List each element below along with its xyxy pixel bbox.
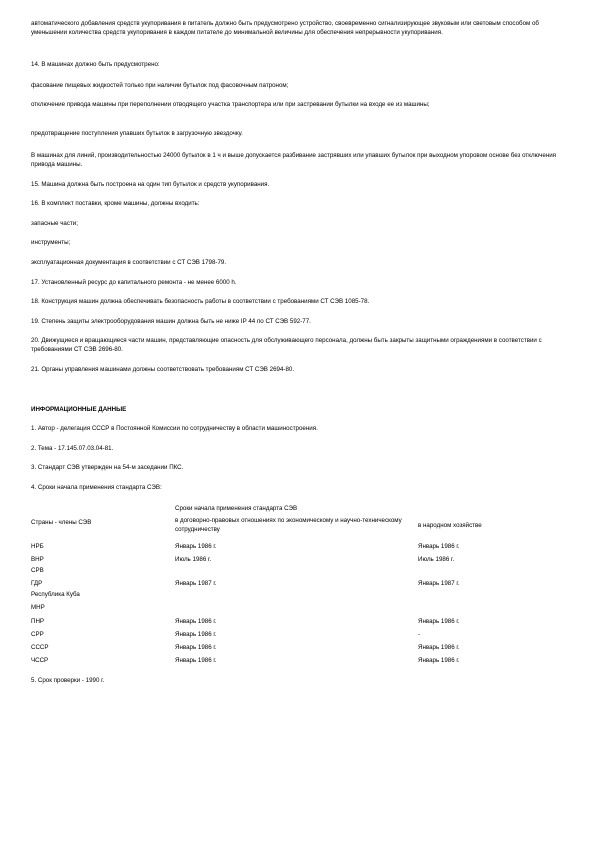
- table-cell-contract: Январь 1987 г.: [175, 580, 217, 587]
- paragraph-21: 21. Органы управления машинами должны соответствовать требованиям СТ СЭВ 2694-80.: [31, 366, 295, 373]
- info-heading: ИНФОРМАЦИОННЫЕ ДАННЫЕ: [31, 406, 127, 413]
- table-header-contract: в договорно-правовых отношениях по экономическому и научно-техническому сотрудничеству: [175, 517, 402, 533]
- table-cell-economy: Январь 1987 г.: [418, 580, 460, 587]
- table-group-header: Сроки начала применения стандарта СЭВ: [175, 505, 298, 512]
- info-item-3: 3. Стандарт СЭВ утвержден на 54-м заседании ПКС.: [31, 464, 184, 471]
- paragraph-14-a: фасование пищевых жидкостей только при наличии бутылок под фасовочным патроном;: [31, 82, 289, 89]
- table-cell-country: СРВ: [31, 567, 44, 574]
- paragraph-18: 18. Конструкция машин должна обеспечивать безопасность работы в соответствии с требованиями СТ СЭВ 1085-78.: [31, 298, 370, 305]
- table-header-economy: в народном хозяйстве: [418, 522, 482, 529]
- table-cell-country: ПНР: [31, 618, 45, 625]
- paragraph-16: 16. В комплект поставки, кроме машины, должны входить:: [31, 200, 200, 207]
- paragraph-16-b: инструменты;: [31, 239, 71, 246]
- paragraph-15: 15. Машина должна быть построена на один тип бутылок и средств укупоривания.: [31, 181, 270, 188]
- paragraph-intro: автоматического добавления средств укупоривания в питатель должно быть предусмотрено устройство, своевременно сигнализирующее звуковым или световым способом об уменьшении количества средств укупоривания в каждом питателе до минимальной величины для обеспечения непрерывности укупоривания.: [31, 20, 539, 36]
- paragraph-17: 17. Установленный ресурс до капитального ремонта - не менее 6000 h.: [31, 279, 237, 286]
- table-cell-country: МНР: [31, 604, 45, 611]
- paragraph-14: 14. В машинах должно быть предусмотрено:: [31, 61, 160, 68]
- table-cell-contract: Январь 1986 г.: [175, 543, 217, 550]
- table-cell-economy: Январь 1986 г.: [418, 618, 460, 625]
- info-item-1: 1. Автор - делегация СССР в Постоянной Комиссии по сотрудничеству в области машиностроения.: [31, 425, 318, 432]
- table-cell-contract: Январь 1986 г.: [175, 657, 217, 664]
- table-cell-country: СССР: [31, 644, 49, 651]
- paragraph-20: 20. Движущиеся и вращающиеся части машин, представляющие опасность для обслуживающего персонала, должны быть закрыты защитными ограждениями в соответствии с требованиями СТ СЭВ 2696-80.: [31, 337, 542, 353]
- info-item-5: 5. Срок проверки - 1990 г.: [31, 677, 105, 684]
- table-cell-contract: Январь 1986 г.: [175, 631, 217, 638]
- table-cell-country: НРБ: [31, 543, 44, 550]
- table-cell-country: Республика Куба: [31, 591, 80, 598]
- info-item-4: 4. Сроки начала применения стандарта СЭВ:: [31, 484, 162, 491]
- paragraph-19: 19. Степень защиты электрооборудования машин должна быть не ниже IP 44 по СТ СЭВ 592-77.: [31, 318, 311, 325]
- table-cell-country: ГДР: [31, 580, 43, 587]
- table-cell-country: ВНР: [31, 556, 44, 563]
- paragraph-16-a: запасные части;: [31, 220, 78, 227]
- info-item-2: 2. Тема - 17.145.07.03.04-81.: [31, 445, 114, 452]
- table-cell-country: ЧССР: [31, 657, 49, 664]
- table-cell-country: СРР: [31, 631, 44, 638]
- table-header-country: Страны - члены СЭВ: [31, 519, 92, 526]
- paragraph-14-c: предотвращение поступления упавших бутылок в загрузочную звездочку.: [31, 130, 243, 137]
- table-cell-contract: Июль 1986 г.: [175, 556, 212, 563]
- table-cell-contract: Январь 1986 г.: [175, 618, 217, 625]
- table-cell-economy: -: [418, 631, 421, 638]
- table-cell-economy: Июль 1986 г.: [418, 556, 455, 563]
- table-cell-economy: Январь 1986 г.: [418, 543, 460, 550]
- table-cell-economy: Январь 1986 г.: [418, 657, 460, 664]
- paragraph-14-d: В машинах для линий, производительностью 24000 бутылок в 1 ч и выше допускается разбивание застрявших или упавших бутылок при выходном упоровом основе без отключения привода машины.: [31, 152, 557, 168]
- table-cell-economy: Январь 1986 г.: [418, 644, 460, 651]
- paragraph-14-b: отключение привода машины при переполнении отводящего участка транспортера или при застревании бутылки на входе ее из машины;: [31, 101, 430, 108]
- paragraph-16-c: эксплуатационная документация в соответствии с СТ СЭВ 1798-79.: [31, 259, 227, 266]
- table-cell-contract: Январь 1986 г.: [175, 644, 217, 651]
